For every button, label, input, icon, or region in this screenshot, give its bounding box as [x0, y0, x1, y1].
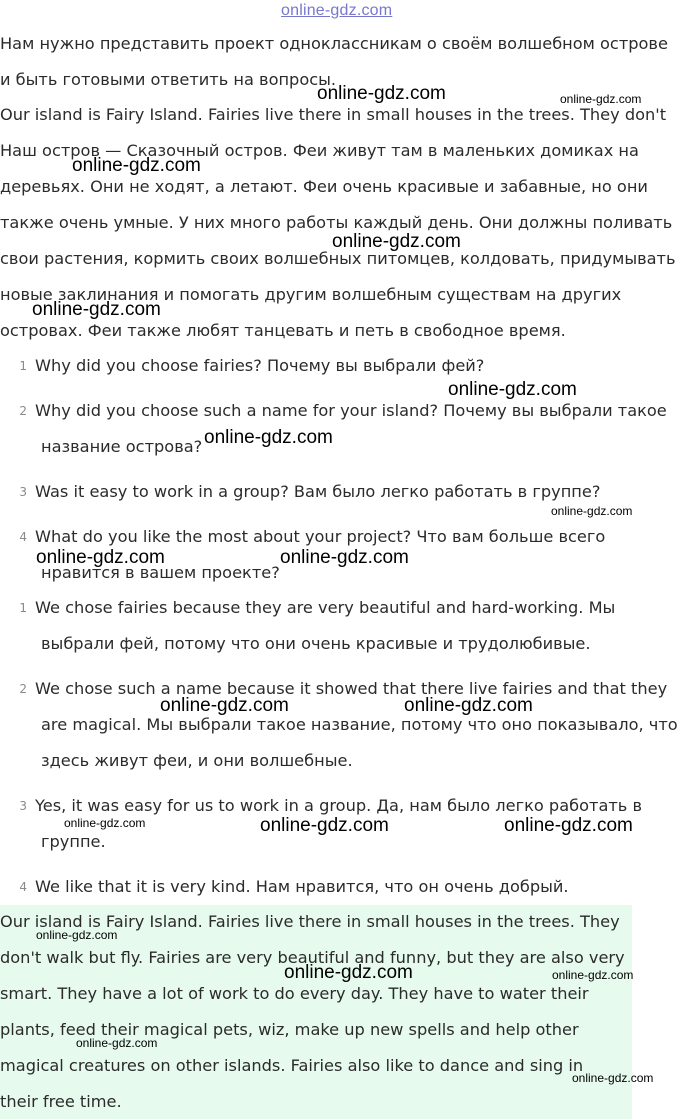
english-text-line: plants, feed their magical pets, wiz, make up new spells and help other: [0, 1020, 579, 1039]
question-text: Why did you choose such a name for your island? Почему вы выбрали такое: [35, 401, 667, 420]
answer-text: We like that it is very kind. Нам нравится, что он очень добрый.: [35, 877, 569, 896]
answer-number: 3: [19, 799, 27, 813]
watermark: online-gdz.com: [160, 695, 289, 716]
question-number: 3: [19, 485, 27, 499]
russian-text-line: Наш остров — Сказочный остров. Феи живут там в маленьких домиках на: [0, 141, 639, 160]
watermark: online-gdz.com: [504, 815, 633, 836]
watermark: online-gdz.com: [332, 231, 461, 252]
question-text: Why did you choose fairies? Почему вы выбрали фей?: [35, 356, 485, 375]
answer-text: Yes, it was easy for us to work in a group. Да, нам было легко работать в: [35, 796, 643, 815]
watermark: online-gdz.com: [36, 928, 118, 942]
english-text-line: smart. They have a lot of work to do every day. They have to water their: [0, 984, 589, 1003]
watermark: online-gdz.com: [76, 1036, 158, 1050]
watermark: online-gdz.com: [448, 379, 577, 400]
answer-text: We chose fairies because they are very beautiful and hard-working. Мы: [35, 598, 616, 617]
task-intro-line: Нам нужно представить проект одноклассникам о своём волшебном острове: [0, 34, 668, 53]
answer-text: are magical. Мы выбрали такое название, потому что оно показывало, что: [41, 715, 678, 734]
task-intro-line: и быть готовыми ответить на вопросы.: [0, 70, 337, 89]
english-text-line: Our island is Fairy Island. Fairies live there in small houses in the trees. They don't: [0, 105, 667, 124]
watermark: online-gdz.com: [284, 962, 413, 983]
watermark: online-gdz.com: [64, 816, 146, 830]
question-number: 1: [19, 359, 27, 373]
answer-number: 4: [19, 880, 27, 894]
site-link[interactable]: online-gdz.com: [281, 2, 393, 19]
watermark: online-gdz.com: [317, 83, 446, 104]
english-text-line: their free time.: [0, 1092, 122, 1111]
watermark: online-gdz.com: [572, 1071, 654, 1085]
russian-text-line: островах. Феи также любят танцевать и петь в свободное время.: [0, 321, 566, 340]
english-text-line: magical creatures on other islands. Fairies also like to dance and sing in: [0, 1056, 584, 1075]
answer-number: 2: [19, 682, 27, 696]
watermark: online-gdz.com: [72, 155, 201, 176]
question-text: нравится в вашем проекте?: [41, 563, 280, 582]
watermark: online-gdz.com: [260, 815, 389, 836]
russian-text-line: свои растения, кормить своих волшебных питомцев, колдовать, придумывать: [0, 249, 676, 268]
russian-text-line: новые заклинания и помогать другим волшебным существам на других: [0, 285, 622, 304]
watermark: online-gdz.com: [551, 504, 633, 518]
watermark: online-gdz.com: [280, 547, 409, 568]
russian-text-line: также очень умные. У них много работы каждый день. Они должны поливать: [0, 213, 673, 232]
watermark: online-gdz.com: [552, 968, 634, 982]
answer-text: выбрали фей, потому что они очень красивые и трудолюбивые.: [41, 634, 591, 653]
watermark: online-gdz.com: [204, 427, 333, 448]
answer-text: We chose such a name because it showed that there live fairies and that they: [35, 679, 668, 698]
watermark: online-gdz.com: [36, 547, 165, 568]
answer-number: 1: [19, 601, 27, 615]
watermark: online-gdz.com: [404, 695, 533, 716]
answer-text: группе.: [41, 832, 106, 851]
question-text: Was it easy to work in a group? Вам было легко работать в группе?: [35, 482, 601, 501]
answer-text: здесь живут феи, и они волшебные.: [41, 751, 353, 770]
russian-text-line: деревьях. Они не ходят, а летают. Феи очень красивые и забавные, но они: [0, 177, 648, 196]
english-text-line: don't walk but fly. Fairies are very beautiful and funny, but they are also very: [0, 948, 625, 967]
question-number: 4: [19, 530, 27, 544]
question-number: 2: [19, 404, 27, 418]
question-text: название острова?: [41, 437, 203, 456]
english-text-line: Our island is Fairy Island. Fairies live there in small houses in the trees. They: [0, 912, 620, 931]
watermark: online-gdz.com: [560, 92, 642, 106]
watermark: online-gdz.com: [32, 299, 161, 320]
question-text: What do you like the most about your project? Что вам больше всего: [35, 527, 606, 546]
